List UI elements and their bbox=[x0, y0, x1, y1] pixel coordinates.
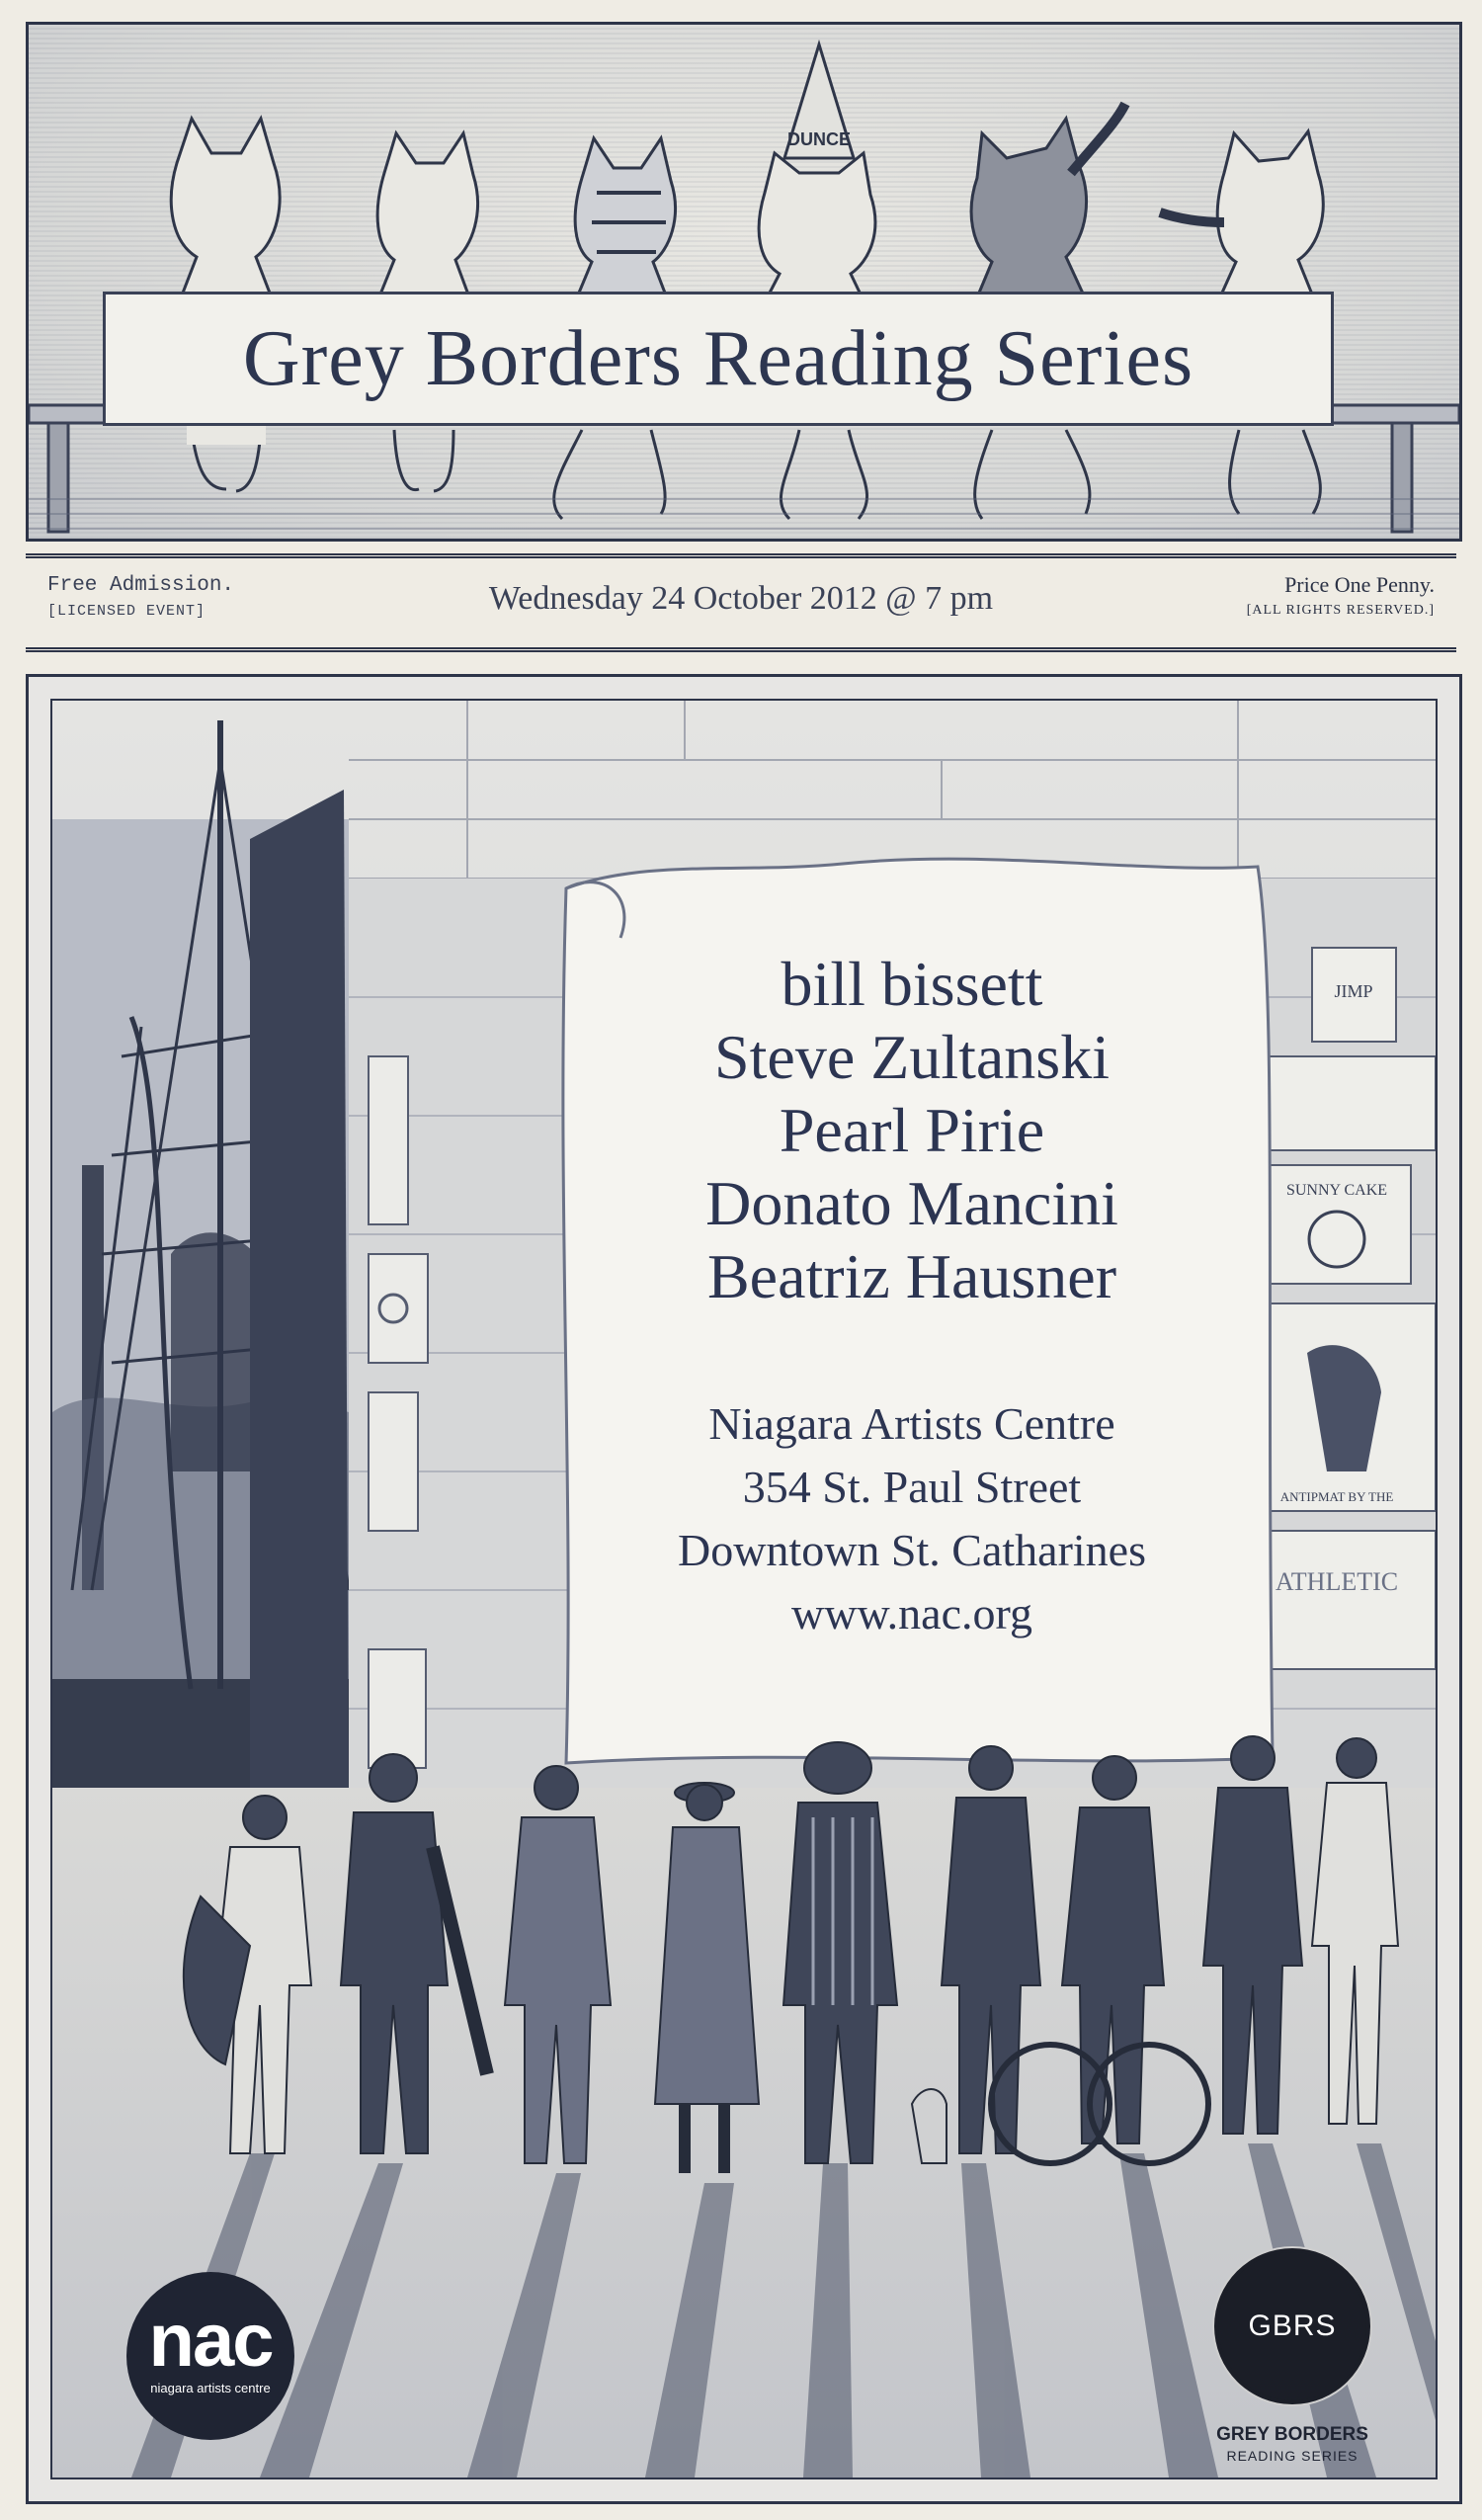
gbrs-title: GREY BORDERS bbox=[1216, 2424, 1368, 2445]
poster-rower bbox=[1248, 1056, 1436, 1150]
event-sign bbox=[571, 879, 1253, 1748]
readers-list bbox=[571, 948, 1253, 1313]
licensed-text: [LICENSED EVENT] bbox=[47, 603, 206, 620]
venue-name: Niagara Artists Centre bbox=[708, 1398, 1115, 1449]
reader-name: Pearl Pirie bbox=[779, 1095, 1045, 1165]
header-banner bbox=[26, 22, 1462, 542]
gbrs-subtitle: READING SERIES bbox=[1226, 2448, 1358, 2464]
cats-illustration bbox=[29, 25, 1459, 539]
reader-name: Steve Zultanski bbox=[714, 1022, 1110, 1092]
nac-logo-subtext: niagara artists centre bbox=[150, 2381, 271, 2395]
reader-name: Beatriz Hausner bbox=[706, 1241, 1117, 1311]
reader-name: Donato Mancini bbox=[705, 1168, 1118, 1238]
event-date: Wednesday 24 October 2012 @ 7 pm bbox=[488, 580, 994, 617]
reader-name: bill bissett bbox=[781, 949, 1043, 1019]
venue-url[interactable]: www.nac.org bbox=[791, 1588, 1032, 1638]
bench-leg bbox=[48, 423, 68, 532]
poster-sunny-text: SUNNY CAKE bbox=[1285, 1182, 1388, 1199]
poster-frame bbox=[50, 699, 1438, 2479]
gbrs-logo-text: GBRS bbox=[1248, 2310, 1337, 2342]
gbrs-logo-block bbox=[1179, 2252, 1406, 2464]
venue-city: Downtown St. Catharines bbox=[677, 1525, 1146, 1575]
gbrs-logo bbox=[1218, 2252, 1366, 2400]
dunce-cap-text: DUNCE bbox=[786, 129, 852, 149]
bench-leg bbox=[1392, 423, 1412, 532]
poster-antipmat-text: ANTIPMAT BY THE bbox=[1279, 1489, 1394, 1504]
venue-street: 354 St. Paul Street bbox=[742, 1462, 1082, 1512]
nac-logo-text: nac bbox=[148, 2299, 273, 2383]
poster-athletic-text: ATHLETIC bbox=[1275, 1567, 1399, 1596]
price-info bbox=[1247, 572, 1435, 619]
banner-title: Grey Borders Reading Series bbox=[242, 314, 1194, 402]
cat-figure-dunce bbox=[755, 44, 875, 519]
info-strip bbox=[26, 553, 1456, 652]
poster-illustration bbox=[26, 674, 1462, 2504]
open-door bbox=[250, 790, 349, 1807]
price-text: Price One Penny. bbox=[1284, 572, 1435, 597]
venue-info bbox=[571, 1392, 1253, 1645]
admission-text: Free Admission. bbox=[47, 574, 235, 597]
banner-title-box bbox=[103, 292, 1334, 426]
rights-text: [ALL RIGHTS RESERVED.] bbox=[1246, 603, 1435, 618]
poster-jimp-text: JIMP bbox=[1334, 981, 1373, 1001]
nac-logo bbox=[126, 2272, 294, 2440]
